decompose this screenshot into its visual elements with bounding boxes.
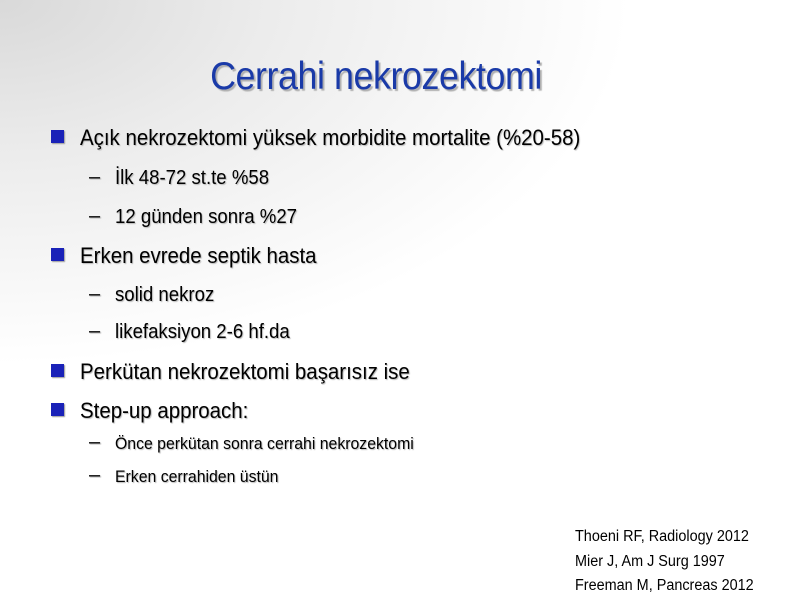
reference-line xyxy=(575,553,736,571)
dash-icon: – xyxy=(89,166,101,188)
bullet-text: Step-up approach: xyxy=(80,398,249,423)
reference-text: Freeman M, Pancreas 2012 xyxy=(575,577,754,594)
reference-text: Thoeni RF, Radiology 2012 xyxy=(575,528,749,545)
sub-bullet-item xyxy=(115,434,436,454)
bullet-square-icon xyxy=(51,364,64,377)
bullet-item xyxy=(80,359,435,385)
reference-line xyxy=(575,577,767,595)
bullet-text: Açık nekrozektomi yüksek morbidite mortalite (%20-58) xyxy=(80,125,581,150)
slide-title: Cerrahi nekrozektomi xyxy=(210,55,542,98)
reference-text: Mier J, Am J Surg 1997 xyxy=(575,553,725,570)
dash-icon: – xyxy=(89,431,101,453)
reference-line xyxy=(575,528,762,546)
sub-bullet-text: İlk 48-72 st.te %58 xyxy=(115,167,270,189)
sub-bullet-item xyxy=(115,467,291,487)
sub-bullet-text: solid nekroz xyxy=(115,284,215,306)
bullet-text: Erken evrede septik hasta xyxy=(80,243,317,268)
dash-icon: – xyxy=(89,205,101,227)
bullet-item xyxy=(80,398,261,424)
bullet-text: Perkütan nekrozektomi başarısız ise xyxy=(80,359,410,384)
bullet-item xyxy=(80,243,334,269)
dash-icon: – xyxy=(89,464,101,486)
sub-bullet-text: likefaksiyon 2-6 hf.da xyxy=(115,321,290,343)
sub-bullet-item xyxy=(115,321,303,344)
sub-bullet-item xyxy=(115,206,311,229)
bullet-square-icon xyxy=(51,248,64,261)
dash-icon: – xyxy=(89,320,101,342)
sub-bullet-text: 12 günden sonra %27 xyxy=(115,206,298,228)
dash-icon: – xyxy=(89,283,101,305)
bullet-item xyxy=(80,125,618,151)
sub-bullet-text: Önce perkütan sonra cerrahi nekrozektomi xyxy=(115,434,414,453)
bullet-square-icon xyxy=(51,130,64,143)
bullet-square-icon xyxy=(51,403,64,416)
sub-bullet-item xyxy=(115,167,281,190)
sub-bullet-text: Erken cerrahiden üstün xyxy=(115,467,279,486)
sub-bullet-item xyxy=(115,284,222,307)
